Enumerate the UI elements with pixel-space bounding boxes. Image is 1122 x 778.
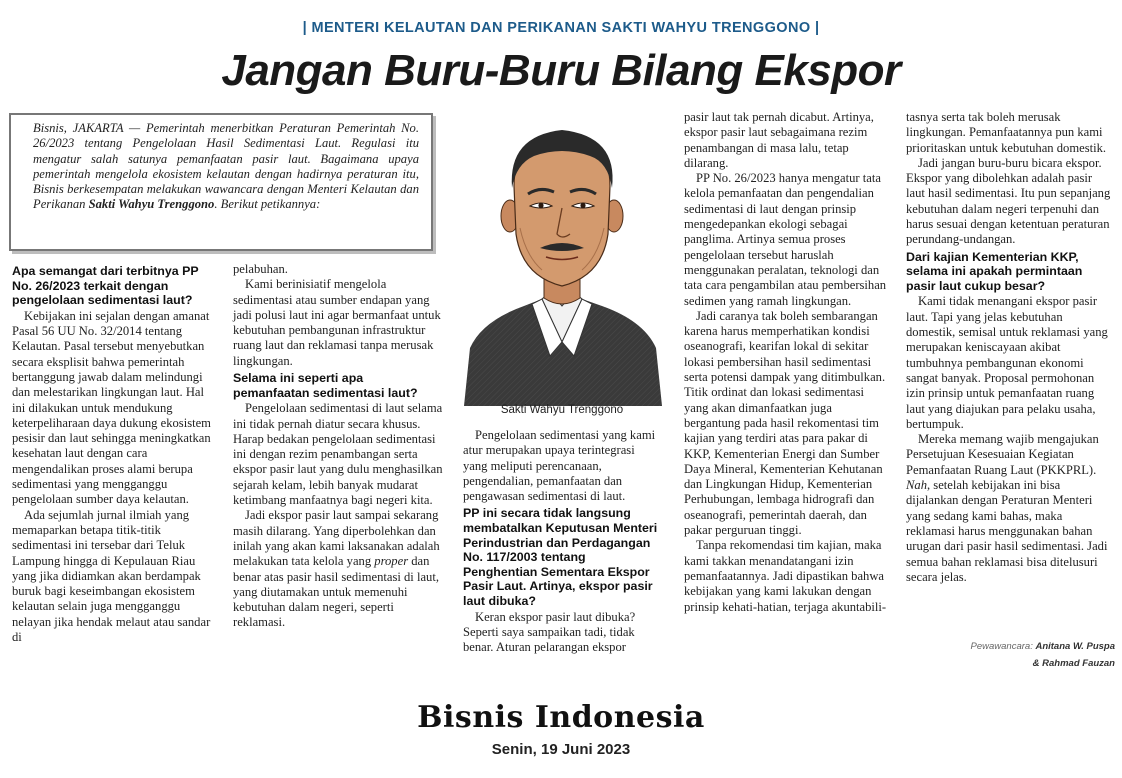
section-kicker: | MENTERI KELAUTAN DAN PERIKANAN SAKTI WAHYU TRENGGONO | bbox=[302, 20, 820, 36]
paragraph: Keran ekspor pasir laut dibuka? Seperti saya sampaikan tadi, tidak benar. Aturan pelarangan ekspor bbox=[463, 609, 636, 655]
paragraph: pelabuhan. bbox=[233, 262, 288, 276]
article-column-4 bbox=[684, 110, 889, 615]
interviewer-credit: Pewawancara: Anitana W. Puspa & Rahmad Fauzan bbox=[970, 641, 1115, 669]
intro-text: Bisnis, JAKARTA — Pemerintah menerbitkan Peraturan Pemerintah No. 26/2023 tentang Pengelolaan Hasil Sedimentasi Laut. Regulasi itu mengatur salah satunya pemanfaatan pasir laut. Bagaimana upaya pemerintah mengelola ekosistem kelautan dengan hadirnya peraturan itu, Bisnis berkesempatan melakukan wawancara dengan Menteri Kelautan dan Perikanan Sakti Wahyu Trenggono. Berikut petikannya: bbox=[33, 121, 419, 212]
paragraph: PP No. 26/2023 hanya mengatur tata kelola pemanfaatan dan pengendalian sedimentasi di laut dengan prinsip mengedepankan ekologi sebagai panglima. Artinya semua proses pengelolaan tersebut haruslah menggunakan peralatan, teknologi dan tata cara pengambilan atau pembersihan sedimen yang ramah lingkungan. bbox=[684, 171, 887, 308]
interviewee-name: Sakti Wahyu Trenggono bbox=[88, 197, 215, 212]
paragraph: Tanpa rekomendasi tim kajian, maka kami takkan menandatangani izin pemanfaatannya. Jadi dipastikan bahwa kebijakan yang kami lakukan dengan prinsip kehati-hatian, terjaga akuntabili- bbox=[684, 538, 887, 614]
paragraph: Mereka memang wajib mengajukan Persetujuan Kesesuaian Kegiatan Pemanfaatan Ruang Laut (PKKPRL). Nah, setelah kebijakan ini bisa dijalankan dengan Peraturan Menteri yang sedang kami bahas, maka reklamasi harus menggunakan bahan urugan dari pasir hasil sedimentasi. Jadi semua bahan reklamasi bisa ditelusuri secara jelas. bbox=[906, 432, 1108, 584]
question-3: PP ini secara tidak langsung membatalkan Keputusan Menteri Perindustrian dan Perdagangan No. 117/2003 tentang Penghentian Sementara Ekspor Pasir Laut. Artinya, ekspor pasir laut dibuka? bbox=[463, 506, 658, 609]
paragraph: tasnya serta tak boleh merusak lingkungan. Pemanfaatannya pun kami prioritaskan untuk kebutuhan domestik. bbox=[906, 110, 1107, 155]
paragraph: Ada sejumlah jurnal ilmiah yang memaparkan betapa titik-titik sedimentasi ini tersebar dari Teluk Lampung hingga di Kepulauan Riau yang jika didiamkan akan berdampak buruk bagi keseimbangan ekosistem kelautan selain juga mengganggu nelayan jika hendak melaut atau sandar di bbox=[12, 507, 211, 645]
headline: Jangan Buru-Buru Bilang Ekspor bbox=[221, 46, 901, 95]
paragraph: Pengelolaan sedimentasi yang kami atur merupakan upaya terintegrasi yang meliputi perencanaan, pengendalian, pemanfaatan dan pengawasan sedimentasi di laut. bbox=[463, 428, 656, 504]
paragraph: Jadi ekspor pasir laut sampai sekarang masih dilarang. Yang diperbolehkan dan inilah yang akan kami laksanakan adalah melakukan tata kelola yang proper dan benar atas pasir hasil sedimentasi di laut, yang diutamakan untuk memenuhi kebutuhan dalam negeri, seperti reklamasi. bbox=[233, 508, 440, 630]
publication-date: Senin, 19 Juni 2023 bbox=[491, 741, 631, 758]
paragraph: Kami tidak menangani ekspor pasir laut. Tapi yang jelas kebutuhan domestik, semisal untuk reklamasi yang merupakan keniscayaan akibat tumbuhnya pembangunan ekonomi sangat banyak. Proposal permohonan izin prinsip untuk pemanfaatan ruang laut yang diajukan para pelaku usaha, bertumpuk. bbox=[906, 294, 1108, 431]
article-column-5 bbox=[906, 110, 1114, 585]
newspaper-masthead: Bisnis Indonesia bbox=[417, 700, 705, 735]
paragraph: Jadi caranya tak boleh sembarangan karena harus memperhatikan kondisi oseanografi, kearifan lokal di sekitar lokasi pembersihan hasil sedimentasi serta potensi dampak yang ditimbulkan. Titik ordinat dan lokasi sedimentasi yang akan dimanfaatkan juga bergantung pada hasil rekomentasi tim kajian yang terdiri atas para pakar di KKP, Kementerian Energi dan Sumber Daya Mineral, Kementerian Kehutanan dan Lingkungan Hidup, Kementerian Perhubungan, lembaga hidrografi dan oseanografi, pemerintah daerah, dan pakar perguruan tinggi. bbox=[684, 308, 886, 538]
article-column-2 bbox=[233, 262, 443, 631]
photo-caption: Sakti Wahyu Trenggono bbox=[500, 404, 624, 416]
portrait-illustration bbox=[462, 116, 662, 406]
paragraph: Pengelolaan sedimentasi di laut selama ini tidak pernah diatur secara khusus. Harap bedakan pengelolaan sedimentasi ini dengan rezim penambangan serta ekspor pasir laut yang dulu menghasilkan sejarah kelam, lebih banyak mudarat ketimbang manfaatnya bagi negeri kita. bbox=[233, 401, 443, 508]
portrait-sketch bbox=[462, 116, 662, 406]
article-column-3 bbox=[463, 428, 661, 656]
question-2: Selama ini seperti apa pemanfaatan sedimentasi laut? bbox=[233, 371, 418, 400]
paragraph: Jadi jangan buru-buru bicara ekspor. Ekspor yang dibolehkan adalah pasir laut hasil sedimentasi. Itu pun sepanjang kebutuhan dalam negeri terpenuhi dan harus sesuai dengan ketentuan peraturan perundang-undangan. bbox=[906, 155, 1111, 247]
intro-box bbox=[9, 113, 433, 251]
article-column-1 bbox=[12, 262, 216, 645]
paragraph: pasir laut tak pernah dicabut. Artinya, ekspor pasir laut sebagaimana rezim penambangan di masa lalu, tetap dilarang. bbox=[684, 110, 874, 170]
paragraph: Kami berinisiatif mengelola sedimentasi atau sumber endapan yang jadi polusi laut ini agar bermanfaat untuk kebutuhan pembangunan infrastruktur ruang laut dan reklamasi tanpa merusak lingkungan. bbox=[233, 277, 441, 368]
question-1: Apa semangat dari terbitnya PP No. 26/2023 terkait dengan pengelolaan sedimentasi laut? bbox=[12, 264, 199, 308]
paragraph: Kebijakan ini sejalan dengan amanat Pasal 56 UU No. 32/2014 tentang Kelautan. Pasal tersebut menyebutkan secara eksplisit bahwa pemerintah bertanggung jawab dalam melindungi dan melestarikan lingkungan laut. Hal ini dilakukan untuk mendukung keterpeliharaan daya dukung ekosistem pesisir dan laut sehingga meningkatkan kesehatan laut dengan cara mengendalikan proses alami berupa sedimentasi yang mengganggu pengelolaan sumber daya kelautan. bbox=[12, 308, 211, 507]
question-4: Dari kajian Kementerian KKP, selama ini apakah permintaan pasir laut cukup besar? bbox=[906, 249, 1083, 293]
